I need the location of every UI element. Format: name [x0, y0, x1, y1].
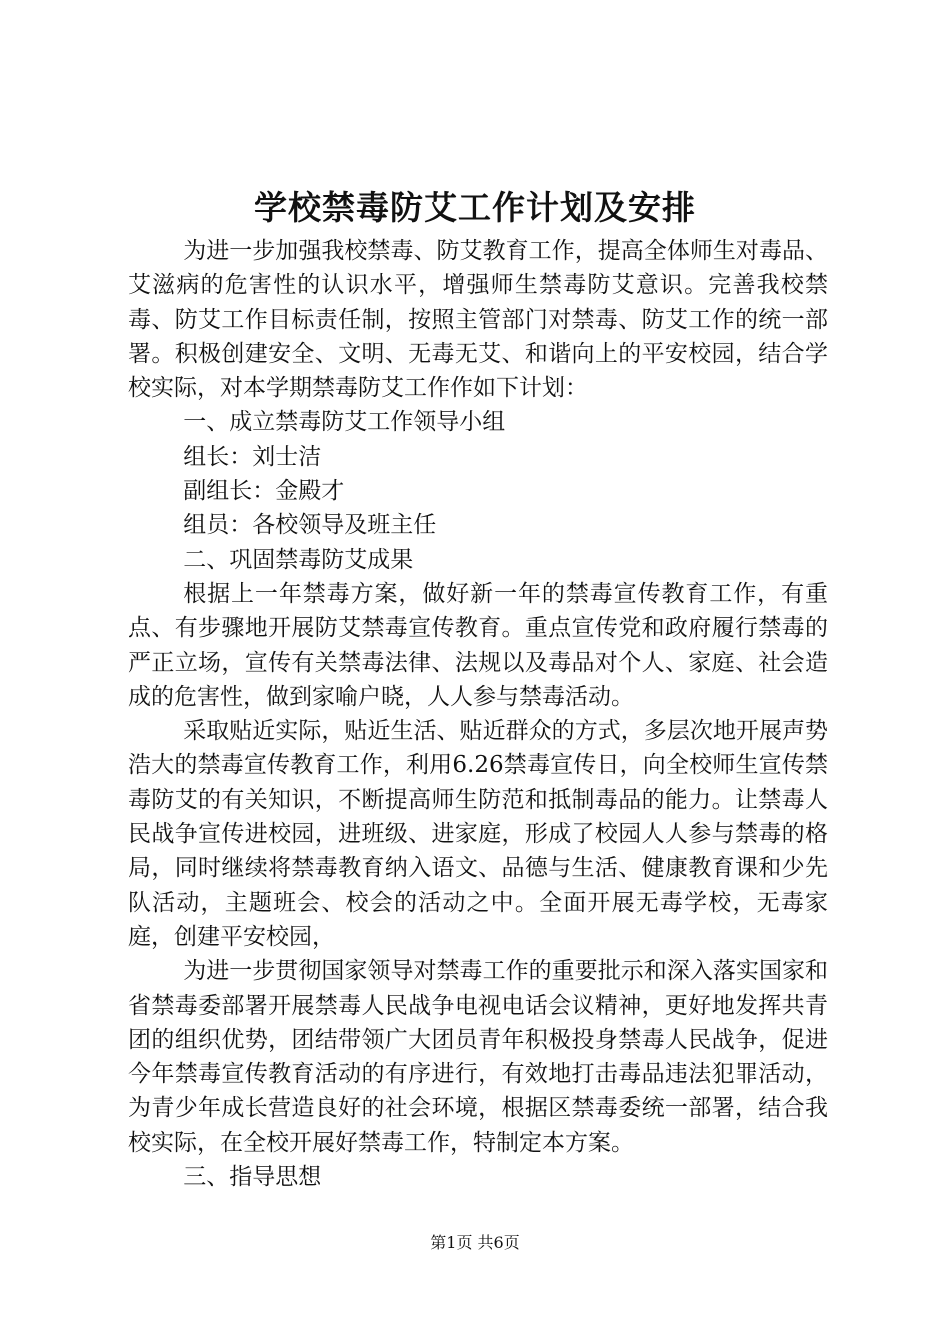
- members-line: 组员：各校领导及班主任: [183, 512, 437, 539]
- document-body: [128, 234, 828, 1194]
- intro-paragraph: 为进一步加强我校禁毒、防艾教育工作，提高全体师生对毒品、艾滋病的危害性的认识水平，增强师生禁毒防艾意识。完善我校禁毒、防艾工作目标责任制，按照主管部门对禁毒、防艾工作的统一部署。积极创建安全、文明、无毒无艾、和谐向上的平安校园，结合学校实际，对本学期禁毒防艾工作作如下计划：: [128, 238, 828, 402]
- document-title: 学校禁毒防艾工作计划及安排: [254, 188, 696, 227]
- section-heading-2: 二、巩固禁毒防艾成果: [183, 546, 414, 573]
- section-heading-1: 一、成立禁毒防艾工作领导小组: [183, 409, 506, 436]
- section-heading-3: 三、指导思想: [183, 1164, 322, 1191]
- page-footer: 第1页 共6页: [430, 1233, 520, 1252]
- leader-line: 组长：刘士洁: [183, 443, 322, 470]
- body-paragraph: 为进一步贯彻国家领导对禁毒工作的重要批示和深入落实国家和省禁毒委部署开展禁毒人民战争电视电话会议精神，更好地发挥共青团的组织优势，团结带领广大团员青年积极投身禁毒人民战争，促进今年禁毒宣传教育活动的有序进行，有效地打击毒品违法犯罪活动，为青少年成长营造良好的社会环境，根据区禁毒委统一部署，结合我校实际，在全校开展好禁毒工作，特制定本方案。: [128, 958, 828, 1156]
- body-paragraph: 采取贴近实际，贴近生活、贴近群众的方式，多层次地开展声势浩大的禁毒宣传教育工作，利用6.26禁毒宣传日，向全校师生宣传禁毒防艾的有关知识，不断提高师生防范和抵制毒品的能力。让禁毒人民战争宣传进校园，进班级、进家庭，形成了校园人人参与禁毒的格局，同时继续将禁毒教育纳入语文、品德与生活、健康教育课和少先队活动，主题班会、校会的活动之中。全面开展无毒学校，无毒家庭，创建平安校园，: [128, 718, 828, 950]
- deputy-leader-line: 副组长：金殿才: [183, 478, 345, 505]
- body-paragraph: 根据上一年禁毒方案，做好新一年的禁毒宣传教育工作，有重点、有步骤地开展防艾禁毒宣传教育。重点宣传党和政府履行禁毒的严正立场，宣传有关禁毒法律、法规以及毒品对个人、家庭、社会造成的危害性，做到家喻户晓，人人参与禁毒活动。: [128, 580, 828, 710]
